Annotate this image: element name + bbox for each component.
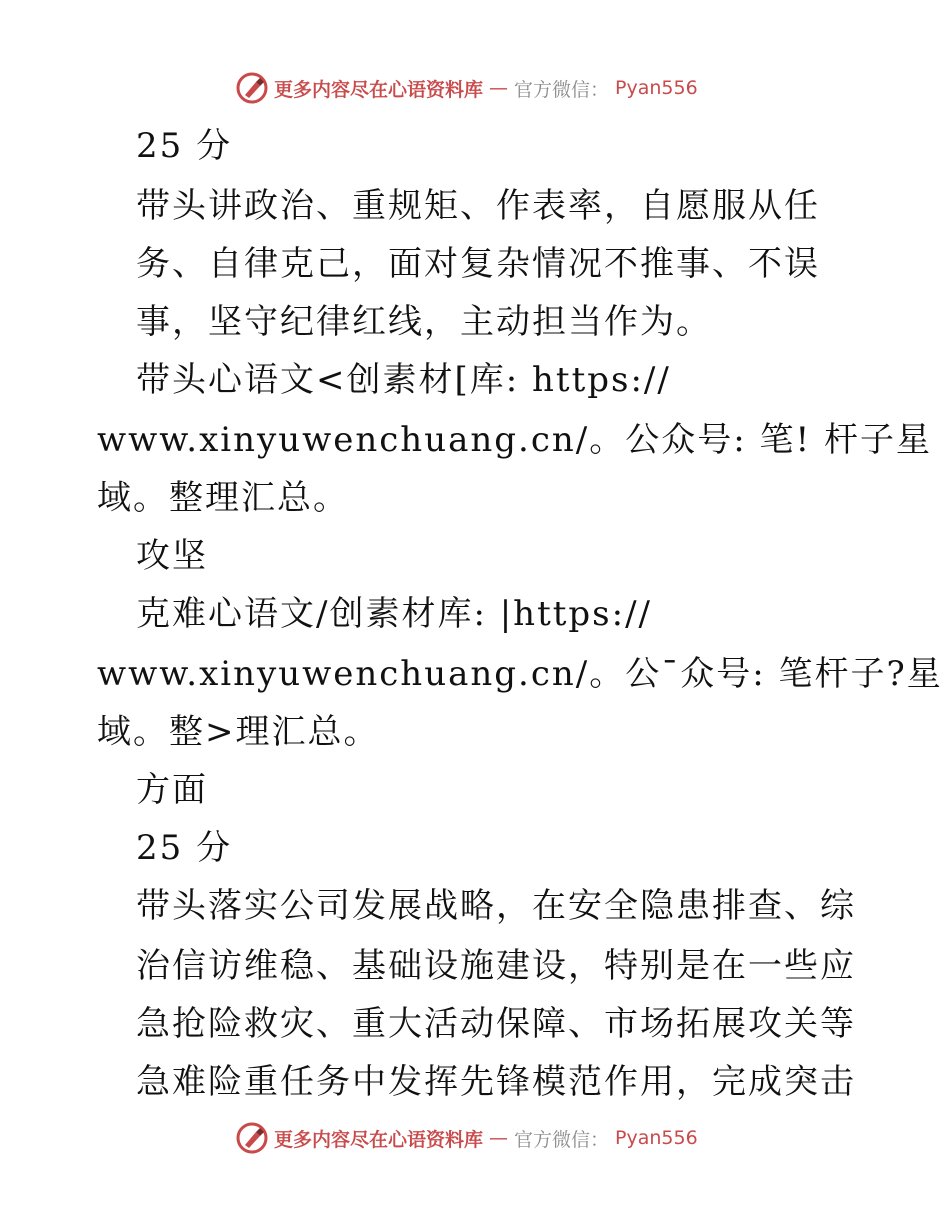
header-wechat-id: Pyan556 bbox=[615, 77, 698, 99]
body-line: 带头讲政治、重规矩、作表率，自愿服从任 bbox=[136, 186, 820, 226]
body-line: 域。整>理汇总。 bbox=[97, 712, 380, 752]
body-line: 急难险重任务中发挥先锋模范作用，完成突击 bbox=[136, 1062, 856, 1102]
body-line: 事，坚守纪律红线，主动担当作为。 bbox=[136, 302, 712, 342]
header-banner-dash: — bbox=[489, 77, 509, 99]
body-line: www.xinyuwenchuang.cn/。公众号: 笔! 杆子星 bbox=[97, 420, 932, 460]
body-line: 克难心语文/创素材库: |https:// bbox=[136, 594, 652, 634]
footer-banner-text: 更多内容尽在心语资料库 bbox=[274, 1128, 484, 1151]
body-line: 域。整理汇总。 bbox=[97, 478, 349, 518]
body-line: www.xinyuwenchuang.cn/。公¯众号: 笔杆子?星 bbox=[97, 654, 943, 694]
footer-wechat-id: Pyan556 bbox=[615, 1127, 698, 1149]
body-line: 方面 bbox=[136, 770, 208, 810]
pen-logo-icon bbox=[236, 1122, 268, 1154]
header-banner-text: 更多内容尽在心语资料库 bbox=[274, 78, 484, 101]
footer-wechat-label: 官方微信： bbox=[514, 1128, 610, 1151]
footer-banner bbox=[236, 1122, 698, 1154]
body-line: 治信访维稳、基础设施建设，特别是在一些应 bbox=[136, 946, 856, 986]
header-wechat-label: 官方微信： bbox=[514, 78, 610, 101]
body-line: 务、自律克己，面对复杂情况不推事、不误 bbox=[136, 244, 820, 284]
body-line: 带头心语文<创素材[库: https:// bbox=[136, 360, 671, 400]
body-line: 带头落实公司发展战略，在安全隐患排查、综 bbox=[136, 886, 856, 926]
body-line: 25 分 bbox=[136, 126, 233, 166]
footer-banner-dash: — bbox=[489, 1127, 509, 1149]
body-line: 25 分 bbox=[136, 828, 233, 868]
body-line: 急抢险救灾、重大活动保障、市场拓展攻关等 bbox=[136, 1004, 856, 1044]
body-line: 攻坚 bbox=[136, 536, 208, 576]
